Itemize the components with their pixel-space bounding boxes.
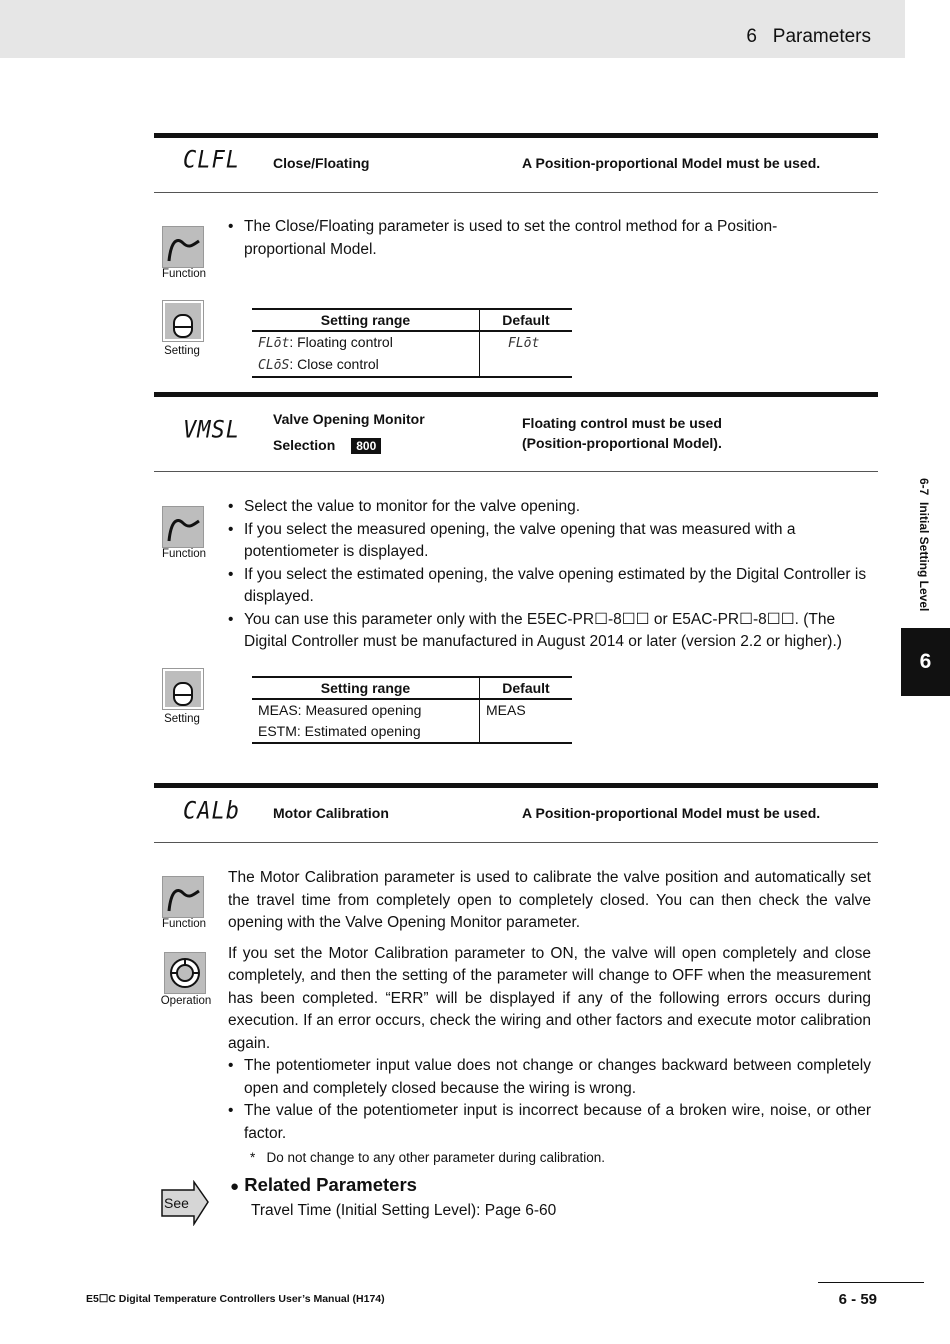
function-icon-label: Function [161, 268, 207, 280]
function-icon [162, 506, 204, 548]
clfl-display-code: CLFL [183, 146, 240, 175]
vmsl-name-text: Selection [273, 437, 336, 453]
calb-paragraph-2: If you set the Motor Calibration parameter to ON, the valve will open completely and close completely, and then the setting of the parameter will change to OFF when the measurement has been completed. “ERR” will be displayed if any of the following errors occurs during execution. If an error occurs, check the wiring and other factors and execute motor calibration again. [228, 944, 871, 1052]
section-rule-top [154, 133, 878, 138]
calb-note [228, 1147, 871, 1170]
vmsl-function-description [228, 496, 873, 654]
table-row: ESTM: Estimated opening [252, 721, 480, 743]
calb-paragraph-1: The Motor Calibration parameter is used to calibrate the valve position and automatically set the travel time from completely open to completely closed. You can then check the valve opening with the Valve Opening Monitor parameter. [228, 869, 871, 931]
vmsl-parameter-name-line1: Valve Opening Monitor [273, 411, 425, 427]
table-row: MEAS: Measured opening [252, 699, 480, 721]
vmsl-requirement-line1: Floating control must be used [522, 415, 722, 431]
list-item: • If you select the measured opening, the valve opening that was measured with a potentiometer is displayed. [228, 519, 873, 564]
footer-manual-title: E5☐C Digital Temperature Controllers User’s Manual (H174) [86, 1293, 385, 1305]
lcd-code: FLōt [258, 336, 290, 351]
section-rule-top [154, 392, 878, 397]
section-rule-bottom [154, 842, 878, 843]
list-item: • The Close/Floating parameter is used to set the control method for a Position-proportional Model. [228, 216, 788, 261]
function-icon-label: Function [161, 918, 207, 930]
note-text: Do not change to any other parameter during calibration. [266, 1150, 605, 1165]
function-icon [162, 876, 204, 918]
footer-rule [818, 1282, 924, 1283]
table-cell: : Close control [289, 356, 379, 372]
note-mark: * [250, 1150, 256, 1165]
section-rule-bottom [154, 192, 878, 193]
side-section-label: 6-7 Initial Setting Level [917, 478, 931, 612]
table-header-default: Default [480, 309, 573, 331]
vmsl-parameter-name-line2 [273, 437, 381, 454]
calb-requirement: A Position-proportional Model must be used. [522, 805, 821, 821]
vmsl-setting-table [252, 676, 572, 744]
side-chapter-tab: 6 [901, 628, 950, 696]
lcd-code: CLōS [258, 358, 290, 373]
table-header-range: Setting range [252, 677, 480, 699]
lcd-code: FLōt [508, 336, 540, 351]
table-cell: : Floating control [289, 334, 393, 350]
table-header-range: Setting range [252, 309, 480, 331]
list-item: • The value of the potentiometer input is incorrect because of a broken wire, noise, or other factor. [228, 1100, 871, 1145]
table-cell-default [480, 331, 573, 354]
clfl-requirement: A Position-proportional Model must be used. [522, 155, 821, 171]
table-row [252, 354, 480, 377]
table-row [252, 331, 480, 354]
list-item: • Select the value to monitor for the valve opening. [228, 496, 873, 519]
setting-icon [162, 668, 204, 710]
clfl-function-description [228, 216, 788, 261]
function-icon-label: Function [161, 548, 207, 560]
function-icon [162, 226, 204, 268]
see-icon-label: See [164, 1195, 189, 1211]
clfl-parameter-name: Close/Floating [273, 155, 370, 171]
operation-icon [164, 952, 206, 994]
section-rule-top [154, 783, 878, 788]
setting-icon-label: Setting [164, 713, 200, 725]
page-header-title: 6 Parameters [746, 26, 871, 47]
setting-icon-label: Setting [164, 345, 200, 357]
section-rule-bottom [154, 471, 878, 472]
calb-parameter-name: Motor Calibration [273, 805, 389, 821]
calb-description [228, 867, 871, 1170]
model-badge: 800 [351, 438, 381, 454]
table-cell-empty [480, 354, 573, 377]
related-parameter-link[interactable]: Travel Time (Initial Setting Level): Page 6-60 [251, 1202, 557, 1219]
related-heading [230, 1174, 417, 1196]
clfl-setting-table [252, 308, 572, 378]
operation-icon-label: Operation [160, 995, 212, 1007]
table-cell-empty [480, 721, 573, 743]
related-heading-text: Related Parameters [244, 1174, 417, 1195]
table-cell-default: MEAS [486, 702, 526, 718]
footer-page-number: 6 - 59 [838, 1291, 877, 1308]
bullet-dot: ● [230, 1178, 240, 1195]
vmsl-requirement-line2: (Position-proportional Model). [522, 435, 722, 451]
table-header-default: Default [480, 677, 573, 699]
list-item: • If you select the estimated opening, the valve opening estimated by the Digital Controller is displayed. [228, 564, 873, 609]
list-item: • You can use this parameter only with the E5EC-PR☐-8☐☐ or E5AC-PR☐-8☐☐. (The Digital Controller must be manufactured in August 2014 or later (version 2.2 or higher).) [228, 609, 873, 654]
list-item: • The potentiometer input value does not change or changes backward between completely open and completely closed because the wiring is wrong. [228, 1055, 871, 1100]
setting-icon [162, 300, 204, 342]
calb-display-code: CALb [183, 797, 240, 826]
vmsl-display-code: VMSL [183, 416, 240, 445]
